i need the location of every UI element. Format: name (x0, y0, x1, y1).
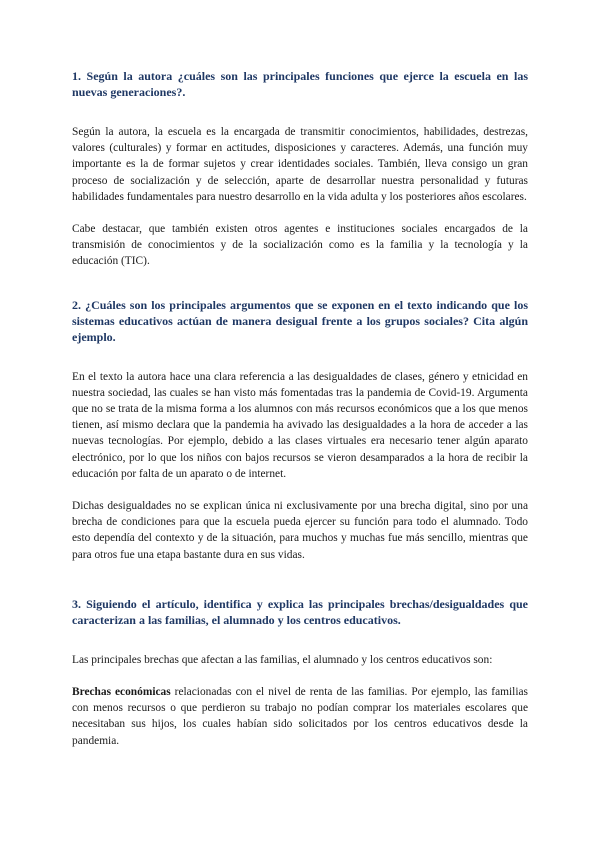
question-1-paragraph-1: Según la autora, la escuela es la encargada de transmitir conocimientos, habilidades, destrezas, valores (culturales) y formar en actitudes, disposiciones y caracteres. Además, una función muy importante es la de formar sujetos y crear identidades sociales. También, lleva consigo un gran proceso de socialización y de selección, aparte de desarrollar nuestra personalidad y futuras habilidades fundamentales para nuestro desarrollo en la vida adulta y los posteriores años escolares. (72, 126, 528, 203)
question-3-paragraph-2 (72, 684, 528, 749)
economic-gaps-term: Brechas económicas (72, 686, 171, 699)
question-2-paragraph-2: Dichas desigualdades no se explican única ni exclusivamente por una brecha digital, sino por una brecha de condiciones para que la escuela pueda ejercer su función para todo el alumnado. Todo esto dependía del contexto y de la situación, para muchos y muchas fue más sencillo, mientras que para otros fue una etapa bastante dura en sus vidas. (72, 500, 528, 561)
question-2-paragraph-1: En el texto la autora hace una clara referencia a las desigualdades de clases, género y etnicidad en nuestra sociedad, las cuales se han visto más fomentadas tras la pandemia de Covid-19. Argumenta que no se trata de la misma forma a los alumnos con más recursos económicos que a los que menos tienen, así mismo declara que la pandemia ha avivado las desigualdades a la hora de acceder a las nuevas tecnologías. Por ejemplo, debido a las clases virtuales era necesario tener algún aparato electrónico, por lo que los niños con bajos recursos se vieron desamparados a la hora de recibir la educación por falta de un aparato o de internet. (72, 370, 528, 480)
question-1-paragraph-2: Cabe destacar, que también existen otros agentes e instituciones sociales encargados de la transmisión de conocimientos y de la socialización como es la familia y la tecnología y la educación (TIC). (72, 223, 528, 268)
economic-gaps-text: relacionadas con el nivel de renta de las familias. Por ejemplo, las familias con menos recursos o que perdieron su trabajo no podían comprar los materiales escolares que necesitaban sus hijos, los cuales habían sido solicitados por los centros educativos desde la pandemia. (72, 686, 528, 747)
question-2-heading: 2. ¿Cuáles son los principales argumentos que se exponen en el texto indicando que los sistemas educativos actúan de manera desigual frente a los grupos sociales? Cita algún ejemplo. (72, 297, 528, 344)
question-3-paragraph-1: Las principales brechas que afectan a las familias, el alumnado y los centros educativos son: (72, 653, 493, 666)
question-3-heading: 3. Siguiendo el artículo, identifica y explica las principales brechas/desigualdades que caracterizan a las familias, el alumnado y los centros educativos. (72, 596, 528, 627)
question-1-heading: 1. Según la autora ¿cuáles son las principales funciones que ejerce la escuela en las nuevas generaciones?. (72, 69, 528, 99)
